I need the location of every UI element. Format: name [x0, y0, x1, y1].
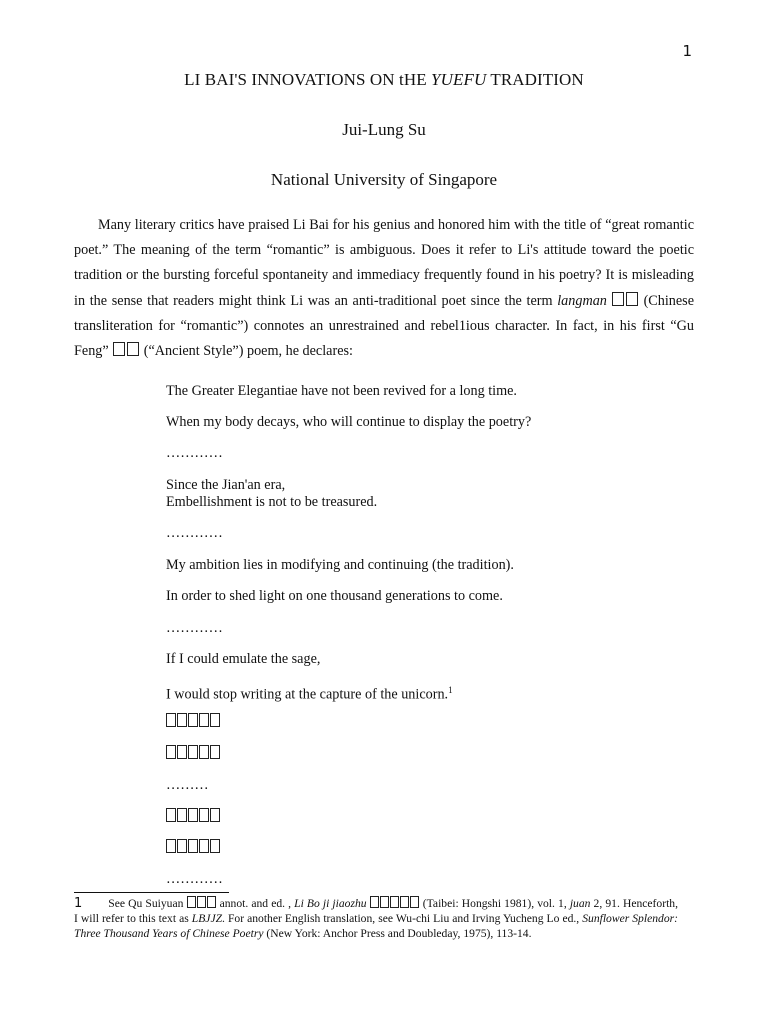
- body-paragraph: [74, 213, 694, 364]
- footnote-reference: 1: [448, 685, 453, 695]
- footnote-book-title: Sunflower Splendor: Three Thousand Years of Chinese Poetry: [74, 912, 678, 940]
- missing-glyph-icon: [210, 745, 220, 759]
- paragraph-text-2: (Chinese transliteration for “romantic”) connotes an unrestrained and rebel1ious character. In fact, in his first “Gu Feng”: [74, 292, 694, 360]
- missing-glyph-icon: [626, 292, 638, 306]
- missing-glyph-icon: [187, 896, 196, 908]
- verse-line: When my body decays, who will continue to display the poetry?: [166, 414, 532, 430]
- verse-line: My ambition lies in modifying and continuing (the tradition).: [166, 557, 514, 573]
- missing-glyph-icon: [199, 713, 209, 727]
- verse-line: The Greater Elegantiae have not been revived for a long time.: [166, 383, 517, 399]
- footnote-text: annot. and ed. ,: [216, 897, 295, 910]
- verse-line: Since the Jian'an era,: [166, 477, 286, 493]
- missing-glyph-icon: [199, 839, 209, 853]
- page-number: 1: [682, 42, 692, 60]
- title-part-yuefu: YUEFU: [431, 70, 487, 89]
- missing-glyph-icon: [177, 713, 187, 727]
- missing-glyph-icon: [370, 896, 379, 908]
- missing-glyph-icon: [166, 713, 176, 727]
- title-part-4: TRADITION: [486, 70, 584, 89]
- missing-glyph-icon: [380, 896, 389, 908]
- missing-glyph-icon: [188, 808, 198, 822]
- footnote-term-juan: juan: [569, 897, 591, 910]
- chinese-verse-line: [166, 713, 220, 727]
- footnote-book-title: Li Bo ji jiaozhu: [294, 897, 367, 910]
- missing-glyph-icon: [400, 896, 409, 908]
- missing-glyph-icon: [177, 839, 187, 853]
- document-title: [0, 70, 768, 90]
- verse-ellipsis: …………: [166, 871, 223, 887]
- paragraph-text-3: (“Ancient Style”) poem, he declares:: [140, 343, 353, 360]
- verse-line: Embellishment is not to be treasured.: [166, 494, 378, 510]
- missing-glyph-icon: [199, 745, 209, 759]
- missing-glyph-icon: [188, 745, 198, 759]
- footnote: [74, 896, 678, 941]
- missing-glyph-icon: [177, 745, 187, 759]
- verse-ellipsis: ………: [166, 777, 209, 793]
- missing-glyph-icon: [210, 808, 220, 822]
- missing-glyph-icon: [166, 839, 176, 853]
- missing-glyph-icon: [166, 745, 176, 759]
- missing-glyph-icon: [210, 713, 220, 727]
- footnote-text: See Qu Suiyuan: [108, 897, 187, 910]
- missing-glyph-icon: [207, 896, 216, 908]
- missing-glyph-icon: [390, 896, 399, 908]
- footnote-text: (Taibei: Hongshi 1981), vol. 1,: [419, 897, 570, 910]
- footnote-text: 2, 91. Henceforth, I will refer to this text as: [74, 897, 678, 925]
- missing-glyph-icon: [127, 342, 139, 356]
- title-part-1: LI BAI'S INNOVATIONS ON: [184, 70, 399, 89]
- footnote-text: (New York: Anchor Press and Doubleday, 1975), 113-14.: [263, 927, 532, 940]
- verse-ellipsis: …………: [166, 525, 223, 541]
- missing-glyph-icon: [410, 896, 419, 908]
- footnote-text: . For another English translation, see Wu-chi Liu and Irving Yucheng Lo ed.,: [222, 912, 583, 925]
- missing-glyph-icon: [113, 342, 125, 356]
- author-affiliation: National University of Singapore: [270, 170, 498, 189]
- footnote-separator: [74, 892, 229, 893]
- author-name: Jui-Lung Su: [342, 120, 426, 139]
- chinese-verse-line: [166, 745, 220, 759]
- missing-glyph-icon: [166, 808, 176, 822]
- footnote-abbrev: LBJJZ: [191, 912, 223, 925]
- chinese-verse-line: [166, 839, 220, 853]
- footnote-number: 1: [74, 896, 83, 911]
- missing-glyph-icon: [197, 896, 206, 908]
- missing-glyph-icon: [199, 808, 209, 822]
- verse-text: I would stop writing at the capture of the unicorn.: [166, 686, 449, 703]
- missing-glyph-icon: [188, 713, 198, 727]
- chinese-verse-line: [166, 808, 220, 822]
- verse-line: If I could emulate the sage,: [166, 651, 321, 667]
- missing-glyph-icon: [188, 839, 198, 853]
- missing-glyph-icon: [210, 839, 220, 853]
- missing-glyph-icon: [612, 292, 624, 306]
- missing-glyph-icon: [177, 808, 187, 822]
- verse-ellipsis: …………: [166, 620, 223, 636]
- verse-ellipsis: …………: [166, 445, 223, 461]
- paragraph-term-langman: langman: [557, 292, 607, 309]
- verse-line-with-footnote: [166, 681, 453, 705]
- paragraph-text-1: Many literary critics have praised Li Bai for his genius and honored him with the title of “great romantic poet.” The meaning of the term “romantic” is ambiguous. Does it refer to Li's attitude toward the poetic tradition or the bursting forceful spontaneity and immediacy frequently found in his poetry? It is misleading in the sense that readers might think Li was an anti-traditional poet since the term: [74, 217, 694, 309]
- title-part-2: tHE: [399, 70, 432, 89]
- verse-line: In order to shed light on one thousand generations to come.: [166, 588, 503, 604]
